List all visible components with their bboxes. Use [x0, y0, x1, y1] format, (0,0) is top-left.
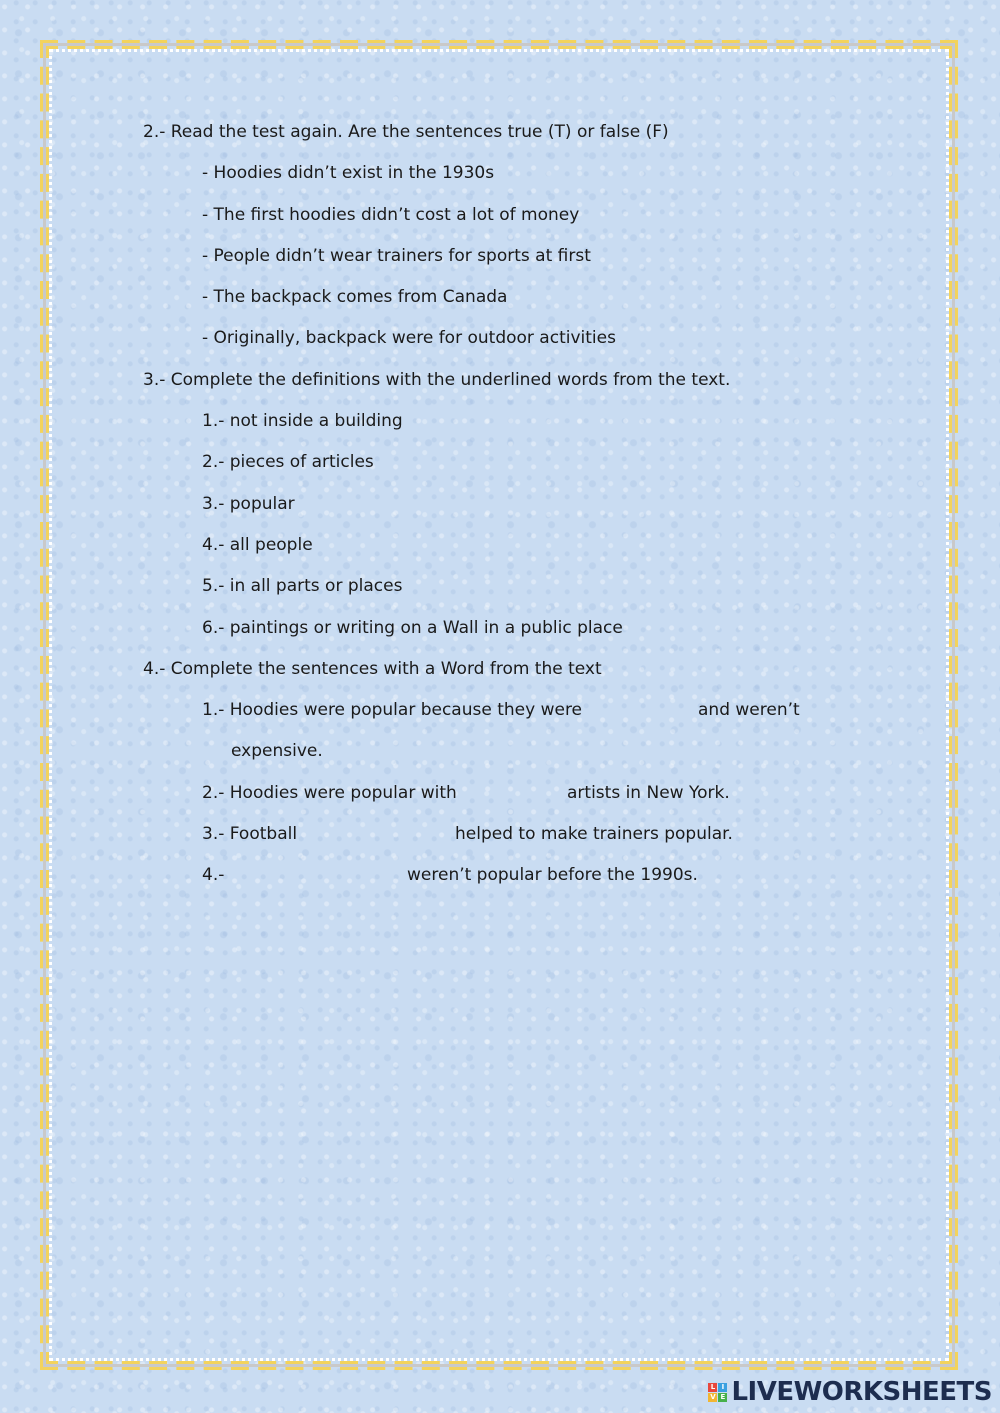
logo-square: E: [718, 1393, 727, 1402]
sentence-3-end: helped to make trainers popular.: [455, 824, 733, 845]
sentence-2-start: 2.- Hoodies were popular with: [202, 782, 457, 803]
definition-item: 2.- pieces of articles: [202, 452, 374, 473]
logo-square: L: [708, 1383, 717, 1392]
definition-item: 6.- paintings or writing on a Wall in a public place: [202, 617, 623, 638]
logo-text: LIVEWORKSHEETS: [731, 1377, 992, 1407]
logo-squares-icon: [708, 1383, 727, 1402]
exercise-2-heading: 2.- Read the test again. Are the sentences true (T) or false (F): [143, 122, 669, 142]
definition-item: 1.- not inside a building: [202, 411, 403, 432]
definition-item: 5.- in all parts or places: [202, 576, 403, 597]
logo-square: V: [710, 1392, 716, 1401]
sentence-3: [143, 820, 883, 861]
definition-item: 4.- all people: [202, 534, 313, 555]
exercise-3-heading: 3.- Complete the definitions with the underlined words from the text.: [143, 369, 731, 390]
true-false-item: - The backpack comes from Canada: [202, 287, 508, 308]
true-false-item: - Hoodies didn’t exist in the 1930s: [202, 163, 495, 184]
sentence-2: [143, 779, 883, 820]
true-false-item: - Originally, backpack were for outdoor activities: [202, 328, 616, 349]
sentence-1-end: and weren’t: [698, 700, 800, 721]
logo-square: I: [718, 1383, 727, 1392]
exercise-4-heading: 4.- Complete the sentences with a Word from the text: [143, 658, 602, 679]
true-false-item: - People didn’t wear trainers for sports at first: [202, 245, 591, 266]
sentence-1-start: 1.- Hoodies were popular because they were: [202, 700, 583, 721]
liveworksheets-logo: [708, 1377, 992, 1407]
sentence-2-end: artists in New York.: [567, 782, 730, 803]
sentence-1-continuation: expensive.: [231, 741, 323, 762]
sentence-4: [143, 861, 883, 902]
sentence-4-end: weren’t popular before the 1990s.: [407, 865, 698, 886]
worksheet-content: [143, 118, 883, 903]
definition-item: 3.- popular: [202, 493, 295, 514]
sentence-1: [143, 696, 883, 737]
sentence-3-start: 3.- Football: [202, 824, 298, 845]
true-false-item: - The first hoodies didn’t cost a lot of money: [202, 204, 580, 225]
sentence-4-start: 4.-: [202, 865, 225, 886]
